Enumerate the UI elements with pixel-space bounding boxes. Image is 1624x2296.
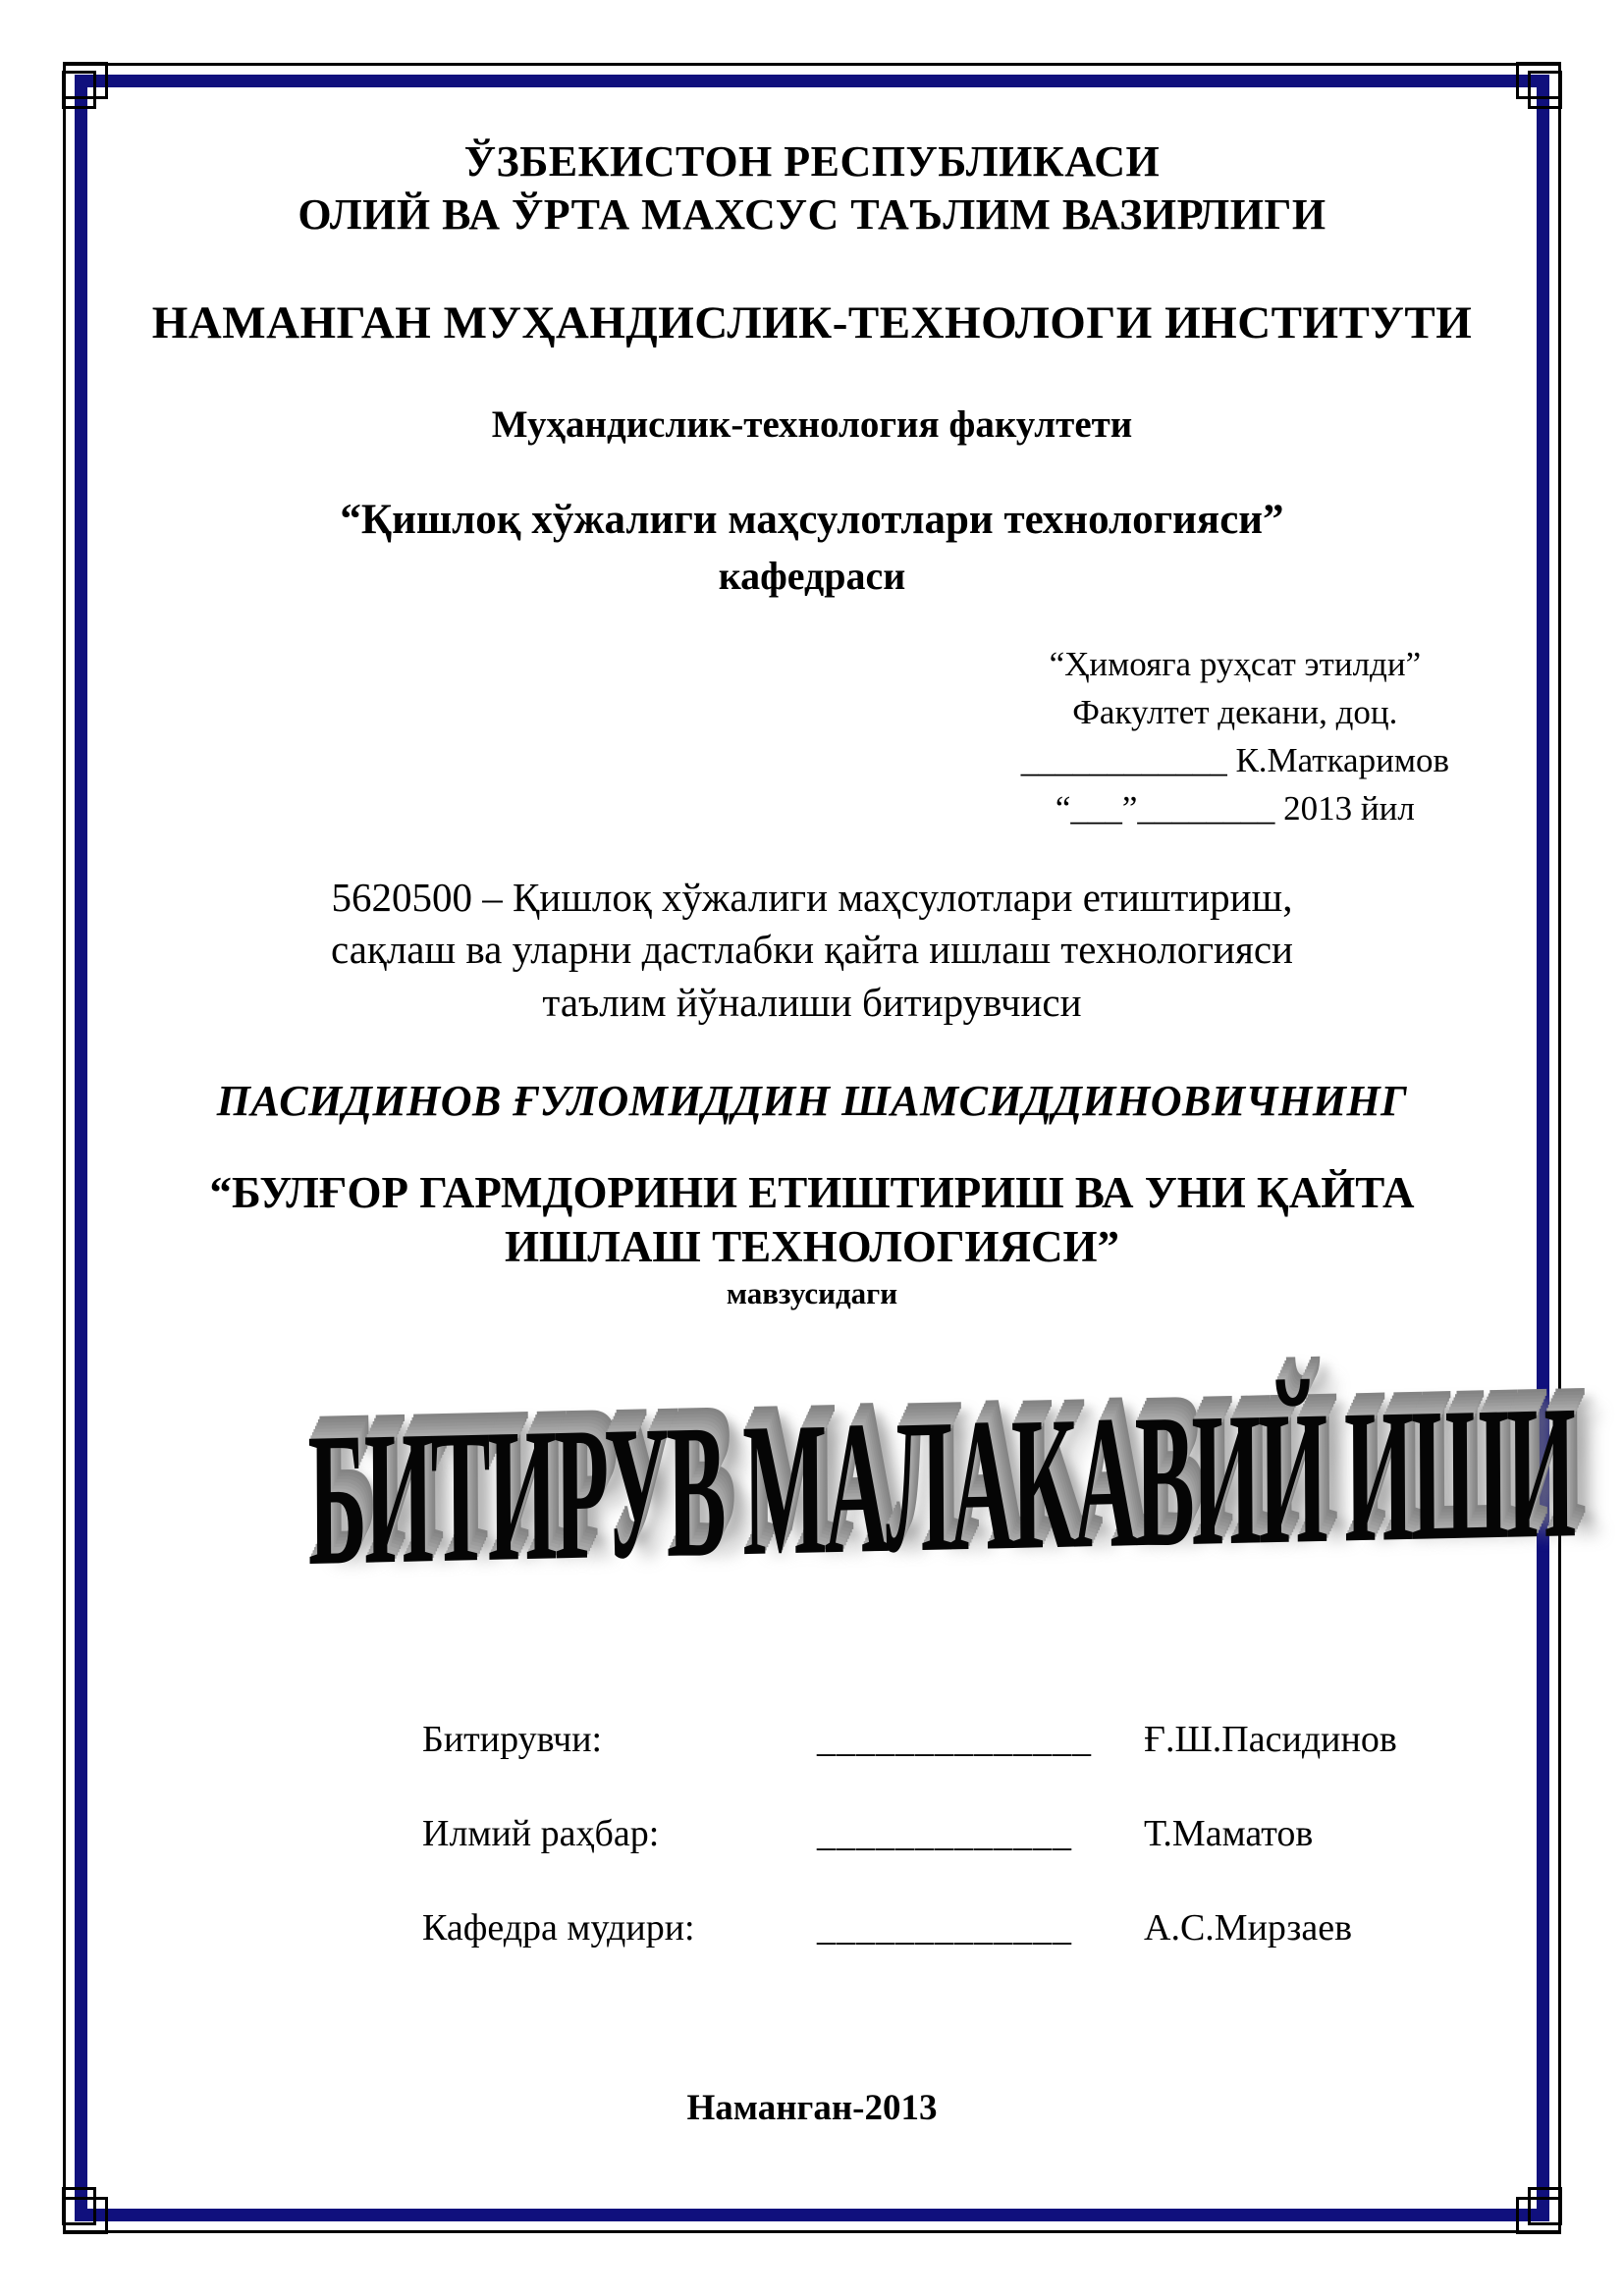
program-line: сақлаш ва уларни дастлабки қайта ишлаш технологияси [331,927,1293,973]
border-corner-ornament [62,2187,96,2225]
signature-row [0,1718,1624,1777]
signature-row [0,1812,1624,1871]
ministry-line: ОЛИЙ ВА ЎРТА МАХСУС ТАЪЛИМ ВАЗИРЛИГИ [298,189,1326,239]
signature-person-name: Т.Маматов [1144,1813,1314,1854]
department-block [108,491,1516,604]
signature-role-label: Илмий раҳбар: [422,1813,660,1854]
signature-row [0,1906,1624,1965]
thesis-title-line: “БУЛҒОР ГАРМДОРИНИ ЕТИШТИРИШ ВА УНИ ҚАЙТА [209,1168,1415,1217]
country-line: ЎЗБЕКИСТОН РЕСПУБЛИКАСИ [463,137,1161,186]
thesis-title [108,1166,1516,1274]
program-line: 5620500 – Қишлоқ хўжалиги маҳсулотлари етиштириш, [331,875,1293,920]
border-corner-ornament [1528,2187,1562,2225]
department-word: кафедраси [718,554,906,599]
department-name: “Қишлоқ хўжалиги маҳсулотлари технологияси” [340,497,1284,543]
approval-quote: “Ҳимояга руҳсат этилди” [1049,645,1422,683]
program-line: таълим йўналиши битирувчиси [542,979,1082,1025]
signature-blank-line: _____________ [817,1907,1072,1949]
ministry-header [108,135,1516,240]
approval-date-line: “___”________ 2013 йил [1055,789,1415,828]
institute-name: НАМАНГАН МУҲАНДИСЛИК-ТЕХНОЛОГИ ИНСТИТУТИ [151,297,1473,348]
city-year-footer: Наманган-2013 [686,2088,938,2128]
signature-role-label: Битирувчи: [422,1719,603,1760]
signature-blank-line: ______________ [817,1719,1092,1760]
signature-role-label: Кафедра мудири: [422,1907,695,1949]
faculty-name: Муҳандислик-технология факултети [491,403,1133,446]
thesis-title-line: ИШЛАШ ТЕХНОЛОГИЯСИ” [504,1221,1120,1271]
border-corner-ornament [1528,71,1562,109]
signature-blank-line: _____________ [817,1813,1072,1854]
wordart-block [108,1364,1574,1631]
program-block [108,872,1516,1029]
approval-block [1021,640,1449,832]
approval-dean-title: Факултет декани, доц. [1072,693,1398,731]
topic-suffix: мавзусидаги [726,1276,898,1310]
page-border-navy-frame [75,75,1549,2221]
signature-person-name: Ғ.Ш.Пасидинов [1144,1719,1397,1760]
author-name: ПАСИДИНОВ ҒУЛОМИДДИН ШАМСИДДИНОВИЧНИНГ [216,1077,1408,1125]
approval-signature-line: ____________ К.Маткаримов [1020,741,1449,779]
border-corner-ornament [62,71,96,109]
wordart-thesis-type: БИТИРУВ МАЛАКАВИЙ ИШИ [307,1364,1574,1606]
signature-person-name: А.С.Мирзаев [1144,1907,1353,1949]
